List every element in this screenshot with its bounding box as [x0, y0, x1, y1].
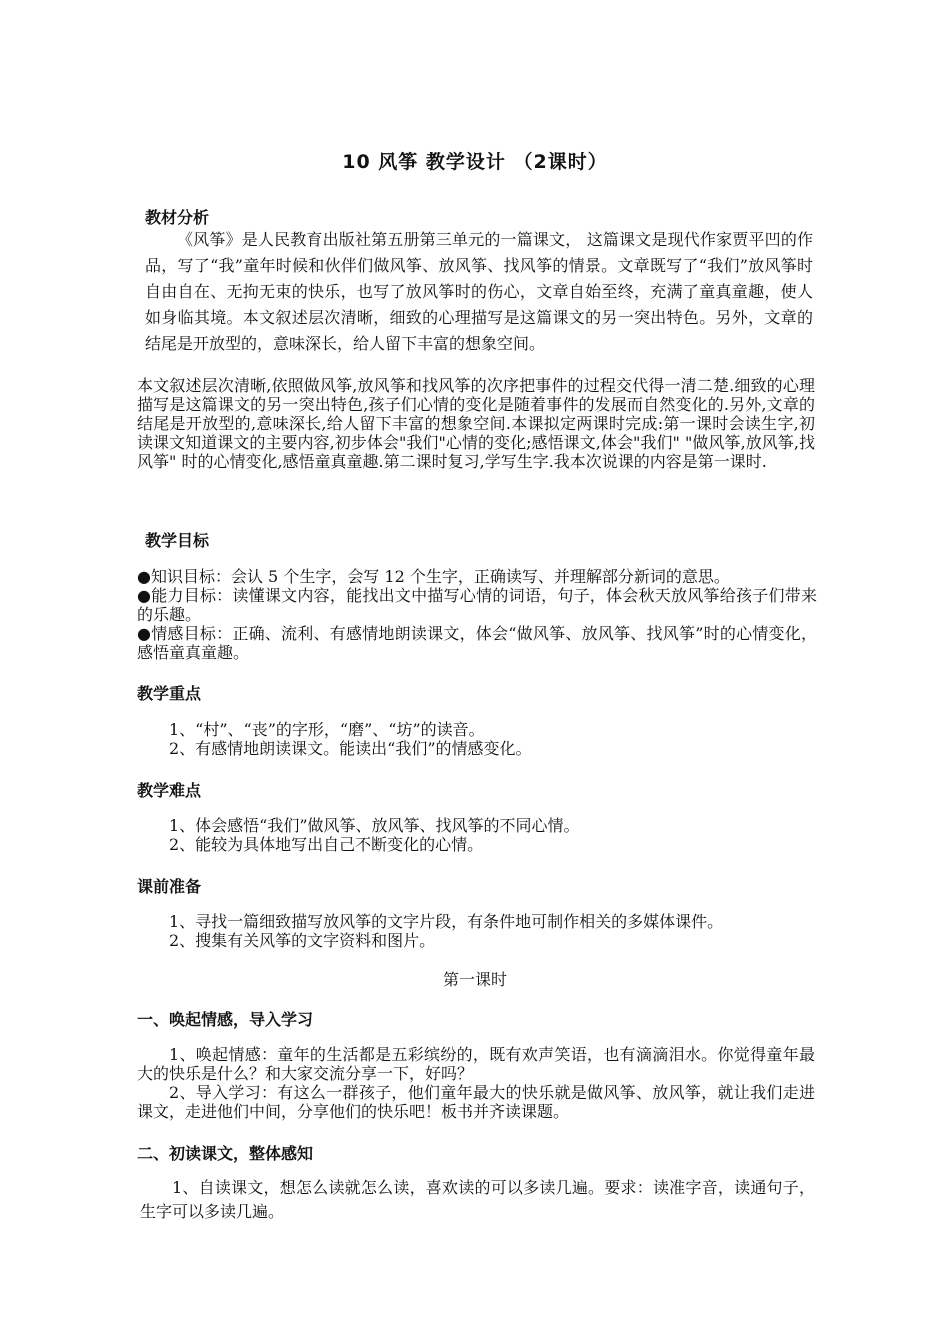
- goal-emotion: ●情感目标：正确、流利、有感情地朗读课文，体会“做风筝、放风筝、找风筝”时的心情变化，感悟童真童趣。: [137, 624, 817, 662]
- section-2-paragraph-1: 1、自读课文，想怎么读就怎么读，喜欢读的可以多读几遍。要求：读准字音，读通句子，生字可以多读几遍。: [140, 1178, 815, 1221]
- section-1-paragraph-1: 1、唤起情感：童年的生活都是五彩缤纷的，既有欢声笑语，也有滴滴泪水。你觉得童年最大的快乐是什么？和大家交流分享一下，好吗？: [137, 1045, 815, 1083]
- key-point-2: 2、有感情地朗读课文。能读出“我们”的情感变化。: [169, 739, 532, 758]
- difficulty-2: 2、能较为具体地写出自己不断变化的心情。: [169, 835, 484, 854]
- analysis-paragraph-2: 本文叙述层次清晰,依照做风筝,放风筝和找风筝的次序把事件的过程交代得一清二楚.细致的心理描写是这篇课文的另一突出特色,孩子们心情的变化是随着事件的发展而自然变化的.另外,文章的结尾是开放型的,意味深长,给人留下丰富的想象空间.本课拟定两课时完成:第一课时会读生字,初读课文知道课文的主要内容,初步体会"我们"心情的变化;感悟课文,体会"我们" "做风筝,放风筝,找风筝" 时的心情变化,感悟童真童趣.第二课时复习,学写生字.我本次说课的内容是第一课时.: [137, 376, 815, 471]
- key-point-1: 1、“村”、“丧”的字形，“磨”、“坊”的读音。: [169, 720, 485, 739]
- difficulty-1: 1、体会感悟“我们”做风筝、放风筝、找风筝的不同心情。: [169, 816, 580, 835]
- document-title: 10 风筝 教学设计 （2课时）: [342, 151, 608, 173]
- section-1-paragraph-2: 2、导入学习：有这么一群孩子，他们童年最大的快乐就是做风筝、放风筝，就让我们走进课文，走进他们中间，分享他们的快乐吧！板书并齐读课题。: [137, 1083, 815, 1121]
- preparation-heading: 课前准备: [137, 877, 202, 896]
- lesson-label: 第一课时: [442, 970, 507, 989]
- analysis-heading: 教材分析: [145, 208, 210, 227]
- preparation-1: 1、寻找一篇细致描写放风筝的文字片段，有条件地可制作相关的多媒体课件。: [169, 912, 724, 931]
- section-2-heading: 二、初读课文，整体感知: [137, 1144, 314, 1163]
- preparation-2: 2、搜集有关风筝的文字资料和图片。: [169, 931, 436, 950]
- goal-ability: ●能力目标：读懂课文内容，能找出文中描写心情的词语，句子，体会秋天放风筝给孩子们带来的乐趣。: [137, 586, 817, 624]
- goals-heading: 教学目标: [145, 531, 210, 550]
- difficulty-heading: 教学难点: [137, 781, 202, 800]
- goal-knowledge: ●知识目标：会认 5 个生字，会写 12 个生字，正确读写、并理解部分新词的意思。: [137, 567, 730, 586]
- key-points-heading: 教学重点: [137, 684, 202, 703]
- analysis-paragraph-1: 《风筝》是人民教育出版社第五册第三单元的一篇课文， 这篇课文是现代作家贾平凹的作品，写了“我”童年时候和伙伴们做风筝、放风筝、找风筝的情景。文章既写了“我们”放风筝时自由自在、无拘无束的快乐，也写了放风筝时的伤心，文章自始至终，充满了童真童趣，使人如身临其境。本文叙述层次清晰，细致的心理描写是这篇课文的另一突出特色。另外，文章的结尾是开放型的，意味深长，给人留下丰富的想象空间。: [145, 230, 813, 353]
- section-1-heading: 一、唤起情感，导入学习: [137, 1010, 314, 1029]
